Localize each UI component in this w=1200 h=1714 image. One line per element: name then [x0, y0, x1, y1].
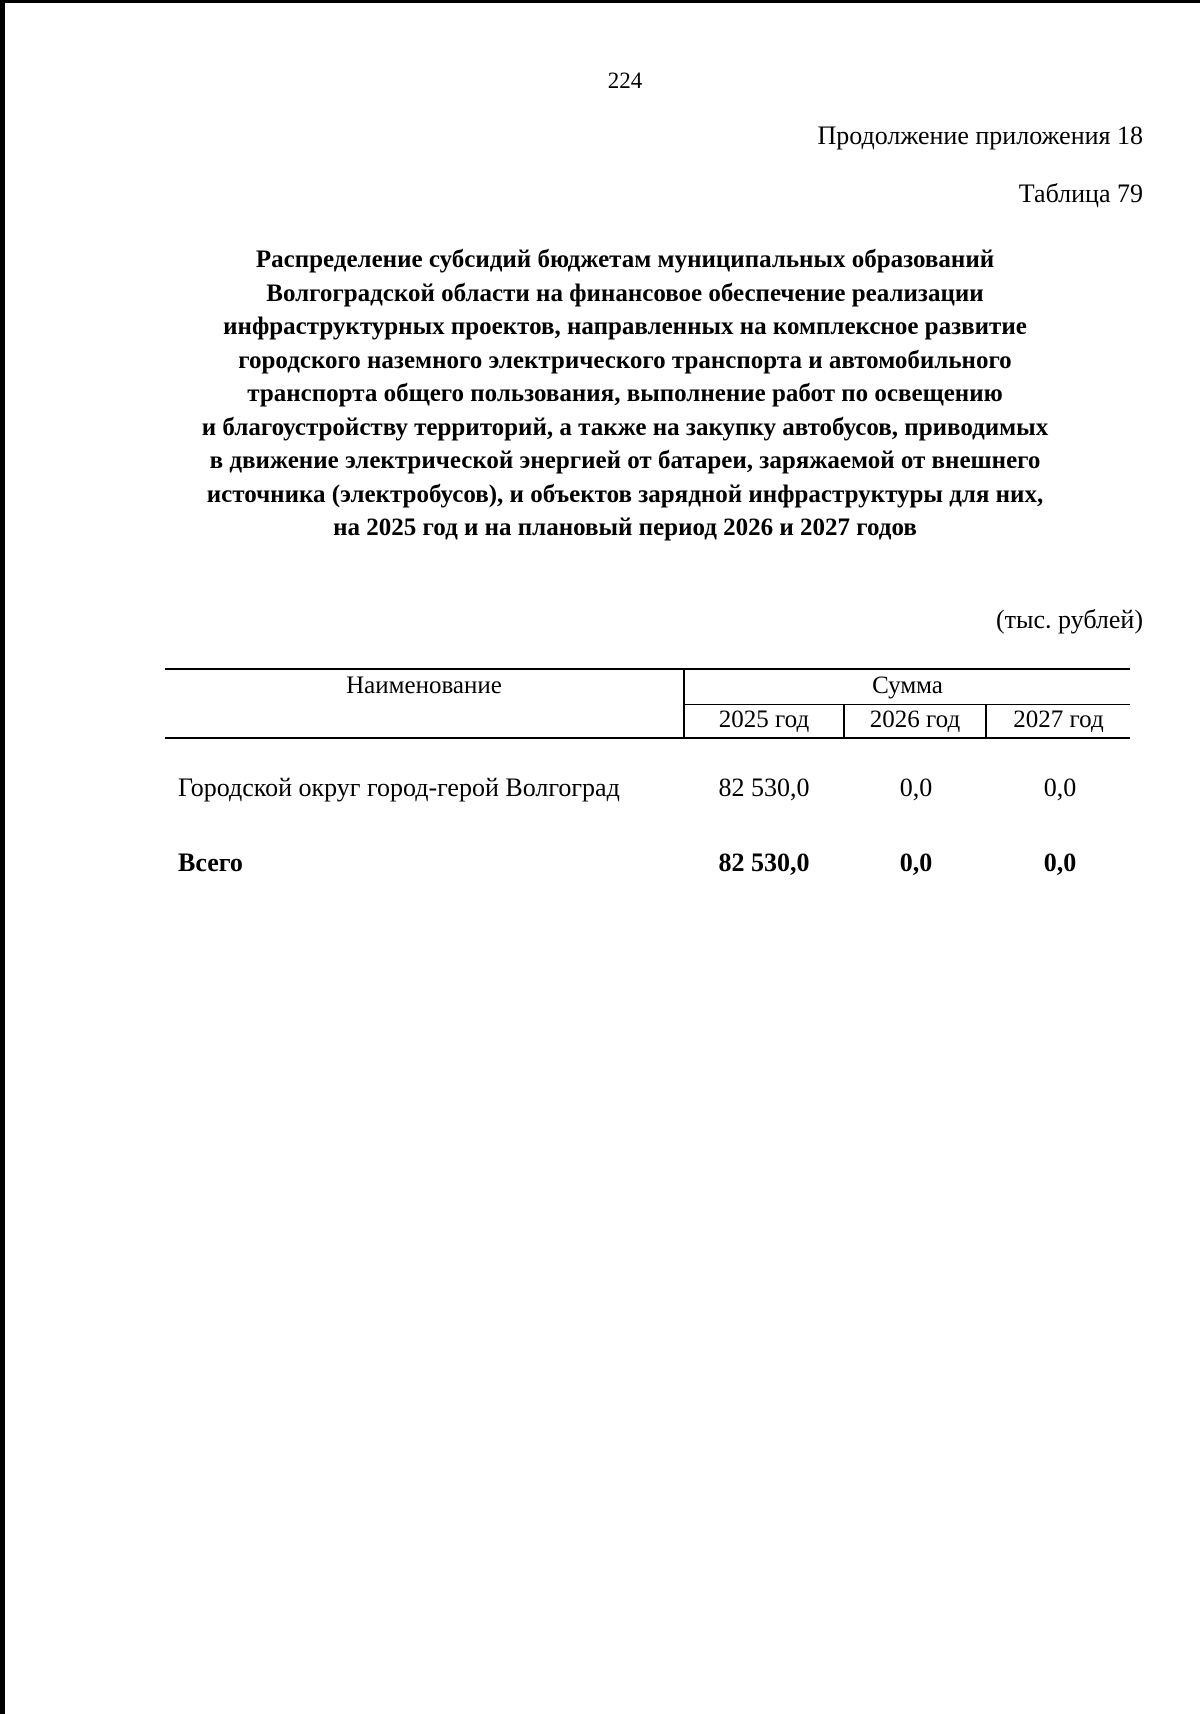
title-line: инфраструктурных проектов, направленных на комплексное развитие [223, 313, 1027, 340]
table-top-rule [165, 668, 1130, 670]
header-year-2025: 2025 год [718, 706, 810, 733]
title-line: источника (электробусов), и объектов зарядной инфраструктуры для них, [206, 480, 1044, 508]
header-sum: Сумма [872, 672, 943, 699]
header-sum-rule [684, 704, 1130, 705]
document-title [120, 243, 1130, 545]
title-line: городского наземного электрического транспорта и автомобильного [238, 346, 1012, 374]
header-year-2027: 2027 год [1013, 706, 1104, 733]
title-line: Волгоградской области на финансовое обеспечение реализации [266, 279, 984, 307]
total-value-2026: 0,0 [899, 848, 933, 877]
row-value-2026: 0,0 [899, 773, 933, 802]
appendix-note: Продолжение приложения 18 [817, 121, 1143, 150]
row-name: Городской округ город-герой Волгоград [178, 773, 620, 802]
scan-edge-top [0, 0, 1200, 3]
total-value-2027: 0,0 [1043, 848, 1077, 877]
scan-edge-left [0, 0, 5, 1714]
units-label: (тыс. рублей) [995, 605, 1143, 634]
total-label: Всего [178, 848, 243, 877]
row-value-2025: 82 530,0 [718, 773, 810, 802]
title-line: Распределение субсидий бюджетам муниципальных образований [255, 246, 995, 273]
row-value-2027: 0,0 [1043, 773, 1077, 802]
table-number: Таблица 79 [1018, 179, 1143, 208]
title-line: на 2025 год и на плановый период 2026 и 2027 годов [333, 514, 917, 541]
header-name: Наименование [346, 672, 502, 699]
title-line: транспорта общего пользования, выполнение работ по освещению [247, 380, 1003, 407]
total-value-2025: 82 530,0 [718, 848, 810, 877]
page-number: 224 [607, 68, 643, 93]
header-year-2026: 2026 год [869, 706, 961, 733]
title-line: и благоустройству территорий, а также на закупку автобусов, приводимых [201, 413, 1049, 441]
title-line: в движение электрической энергией от батареи, заряжаемой от внешнего [209, 447, 1041, 474]
